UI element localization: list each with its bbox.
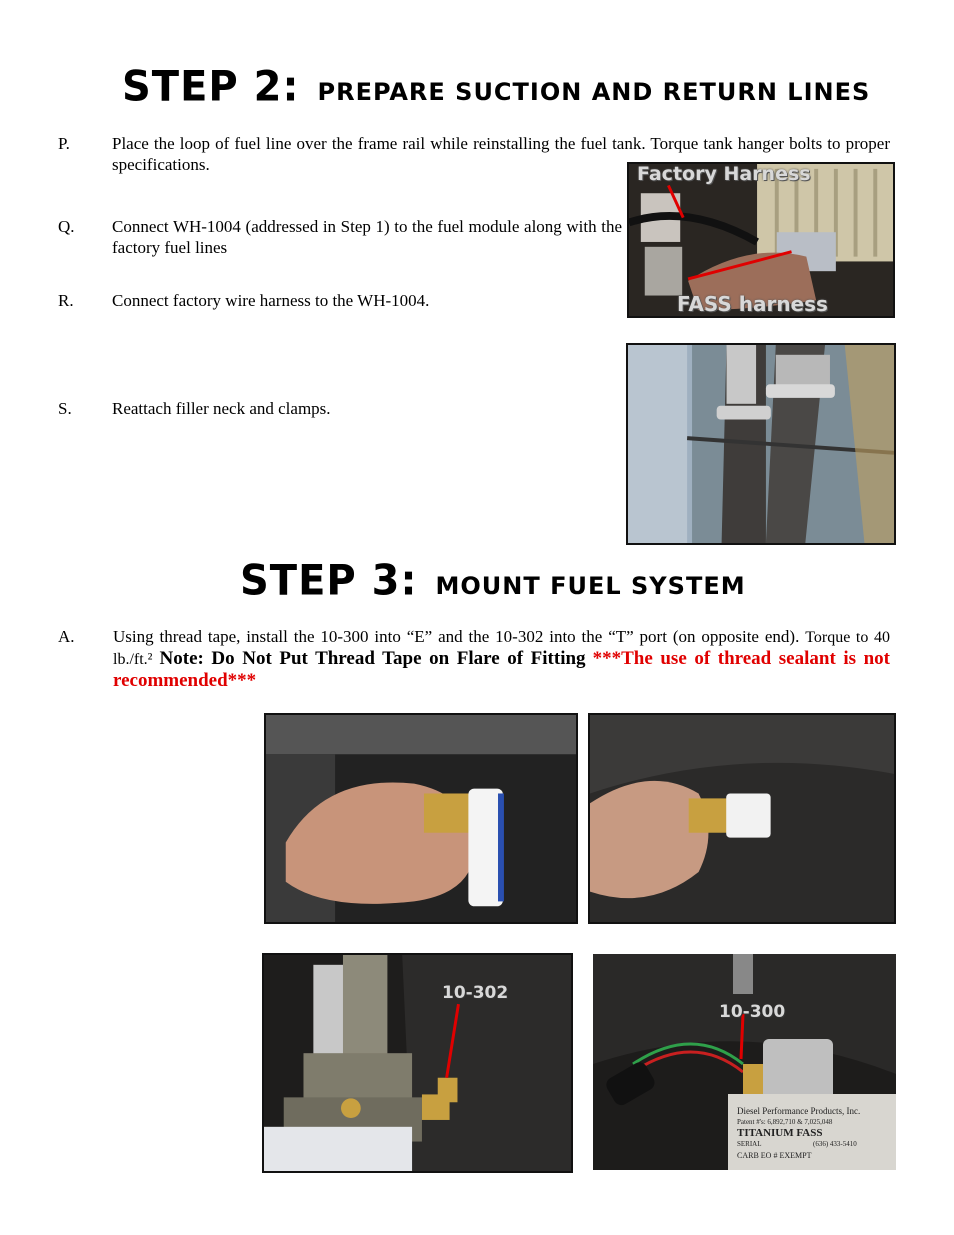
step3-number: STEP 3:: [240, 556, 418, 606]
label-patent: Patent #'s: 6,892,710 & 7,025,048: [737, 1118, 833, 1126]
callout-fass-harness: FASS harness: [677, 292, 828, 316]
callout-factory-harness: Factory Harness: [637, 163, 811, 185]
item-a-main: Using thread tape, install the 10-300 into “E” and the 10-302 into the “T” port (on opposite end).: [113, 627, 800, 646]
item-a-note: Note: Do Not Put Thread Tape on Flare of Fitting: [159, 648, 586, 669]
photo-taped-fitting: [588, 713, 896, 924]
item-text-p: Place the loop of fuel line over the frame rail while reinstalling the fuel tank. Torque tank hanger bolts to proper specifications.: [112, 134, 890, 174]
product-label-plate: [737, 1106, 892, 1161]
step3-heading: [240, 558, 746, 604]
label-product: TITANIUM FASS: [737, 1127, 823, 1139]
item-a-warning: ***The use of thread sealant is not recommended***: [113, 648, 891, 691]
step2-number: STEP 2:: [122, 62, 300, 112]
item-text-r: Connect factory wire harness to the WH-1004.: [112, 291, 430, 310]
label-phone: (636) 433-5410: [813, 1140, 857, 1148]
photo-harness: [627, 162, 895, 318]
label-carb: CARB EO # EXEMPT: [737, 1151, 812, 1160]
item-letter-a: A.: [58, 627, 75, 646]
label-company: Diesel Performance Products, Inc.: [737, 1106, 861, 1116]
label-serial-row: [737, 1139, 892, 1150]
step2-subtitle: PREPARE SUCTION AND RETURN LINES: [317, 78, 871, 106]
item-text-q: Connect WH-1004 (addressed in Step 1) to the fuel module along with the factory fuel lines: [112, 217, 622, 257]
item-text-a: [113, 626, 890, 691]
photo-filler-neck: [626, 343, 896, 545]
photo-10-302-port: [262, 953, 573, 1173]
item-letter-s: S.: [58, 399, 72, 418]
item-text-s: Reattach filler neck and clamps.: [112, 399, 331, 418]
photo-thread-tape: [264, 713, 578, 924]
item-a-torque: Torque to 40 lb./ft.²: [113, 629, 891, 668]
callout-10-302: 10-302: [442, 983, 509, 1003]
item-letter-p: P.: [58, 134, 70, 153]
item-letter-q: Q.: [58, 217, 75, 236]
step2-heading: [122, 64, 870, 110]
photo-10-300-port: [593, 954, 896, 1170]
step3-subtitle: MOUNT FUEL SYSTEM: [435, 572, 746, 600]
label-serial: SERIAL: [737, 1140, 762, 1148]
item-letter-r: R.: [58, 291, 74, 310]
callout-10-300: 10-300: [719, 1002, 786, 1022]
